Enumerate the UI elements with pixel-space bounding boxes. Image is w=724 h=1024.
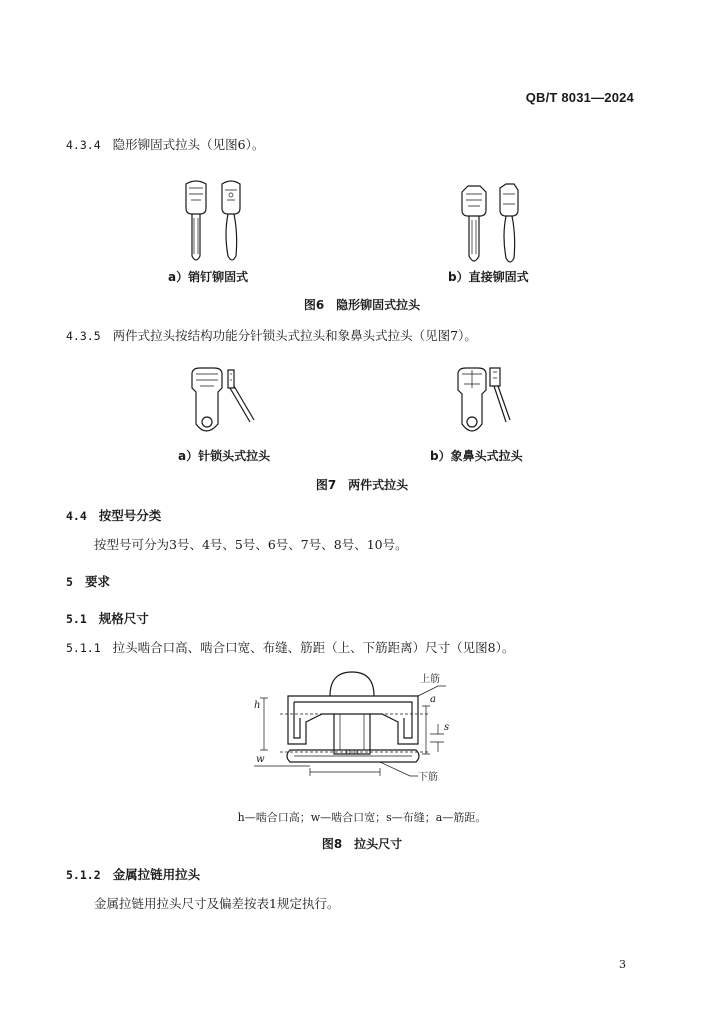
clause-5-1-2 bbox=[66, 865, 200, 883]
clause-number: 5.1.1 bbox=[66, 641, 101, 655]
clause-4-4 bbox=[66, 506, 161, 524]
dim-a-label: a bbox=[430, 694, 436, 705]
clause-text: 两件式拉头按结构功能分针锁头式拉头和象鼻头式拉头（见图7）。 bbox=[112, 328, 477, 343]
paragraph-4-4: 按型号可分为3号、4号、5号、6号、7号、8号、10号。 bbox=[94, 537, 408, 552]
figure-6a-drawing bbox=[178, 178, 248, 268]
clause-text: 拉头啮合口高、啮合口宽、布缝、筋距（上、下筋距离）尺寸（见图8）。 bbox=[112, 640, 515, 655]
clause-5-1 bbox=[66, 609, 149, 627]
clause-number: 4.3.5 bbox=[66, 329, 101, 343]
clause-text: 隐形铆固式拉头（见图6）。 bbox=[112, 137, 265, 152]
figure-8-caption: 图8 拉头尺寸 bbox=[321, 837, 403, 851]
clause-number: 5.1.2 bbox=[66, 868, 101, 882]
figure-7a-subcaption: a）针锁头式拉头 bbox=[178, 449, 271, 463]
figure-6a-subcaption: a）销钉铆固式 bbox=[168, 270, 249, 284]
clause-title: 规格尺寸 bbox=[98, 611, 149, 626]
figure-7-caption: 图7 两件式拉头 bbox=[315, 478, 409, 492]
dim-s-label: s bbox=[444, 722, 450, 733]
figure-6b-drawing bbox=[456, 180, 526, 270]
clause-title: 金属拉链用拉头 bbox=[112, 867, 201, 882]
figure-7b-subcaption: b）象鼻头式拉头 bbox=[430, 449, 523, 463]
dim-h-label: h bbox=[254, 700, 261, 711]
bottom-rib-label: 下筋 bbox=[418, 772, 438, 783]
clause-4-3-4 bbox=[66, 135, 264, 153]
figure-6-caption: 图6 隐形铆固式拉头 bbox=[303, 298, 421, 312]
clause-number: 5 bbox=[66, 575, 73, 589]
figure-6b-subcaption: b）直接铆固式 bbox=[448, 270, 529, 284]
paragraph-5-1-2: 金属拉链用拉头尺寸及偏差按表1规定执行。 bbox=[94, 896, 340, 911]
clause-number: 4.3.4 bbox=[66, 138, 101, 152]
clause-number: 4.4 bbox=[66, 509, 87, 523]
clause-4-3-5 bbox=[66, 326, 477, 344]
dim-w-label: w bbox=[256, 754, 265, 765]
figure-8-legend: h—啮合口高；w—啮合口宽；s—布缝；a—筋距。 bbox=[237, 811, 487, 824]
clause-number: 5.1 bbox=[66, 612, 87, 626]
clause-5 bbox=[66, 572, 110, 590]
clause-title: 要求 bbox=[84, 574, 110, 589]
standard-number: QB/T 8031—2024 bbox=[525, 90, 634, 105]
figure-7a-drawing bbox=[186, 364, 266, 439]
figure-8-drawing bbox=[250, 664, 480, 794]
clause-5-1-1 bbox=[66, 638, 514, 656]
page-number: 3 bbox=[619, 958, 626, 971]
top-rib-label: 上筋 bbox=[420, 674, 440, 685]
figure-7b-drawing bbox=[452, 364, 532, 439]
clause-title: 按型号分类 bbox=[98, 508, 162, 523]
